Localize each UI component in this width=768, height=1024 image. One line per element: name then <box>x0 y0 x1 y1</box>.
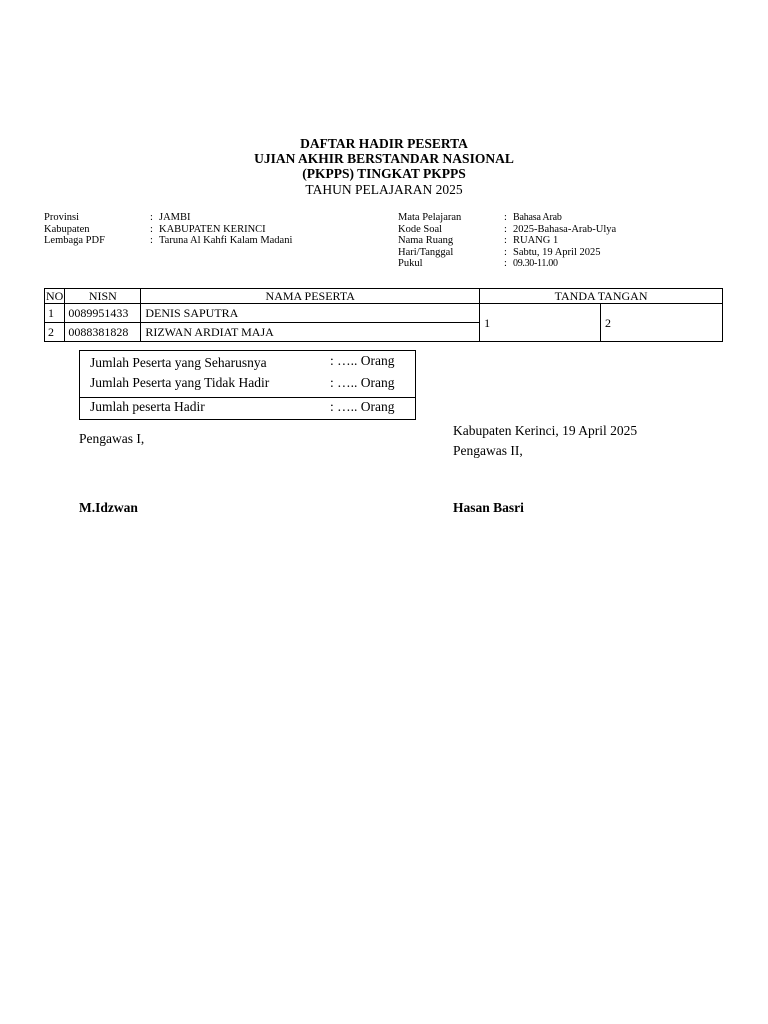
info-separator: : <box>150 223 153 235</box>
info-row-kode-soal <box>398 224 616 236</box>
summary-present <box>90 399 395 415</box>
signature-cell-1: 1 <box>480 304 601 342</box>
attendance-summary-box <box>79 350 416 420</box>
pengawas-1-name: M.Idzwan <box>79 500 138 515</box>
info-row-pukul <box>398 258 616 270</box>
info-value: RUANG 1 <box>513 235 559 246</box>
cell-nisn: 0088381828 <box>65 323 141 342</box>
info-row-lembaga <box>44 235 292 247</box>
header-nisn: NISN <box>65 289 141 304</box>
cell-nama: RIZWAN ARDIAT MAJA <box>141 323 480 342</box>
cell-no: 1 <box>45 304 65 323</box>
summary-label: Jumlah peserta Hadir <box>90 399 205 414</box>
cell-no: 2 <box>45 323 65 342</box>
summary-label: Jumlah Peserta yang Seharusnya <box>90 355 267 370</box>
info-label: Provinsi <box>44 212 80 223</box>
info-left-block <box>44 212 292 247</box>
cell-nama: DENIS SAPUTRA <box>141 304 480 323</box>
header-nama-peserta: NAMA PESERTA <box>141 289 480 304</box>
title-line-3: (PKPPS) TINGKAT PKPPS <box>302 166 466 181</box>
cell-nisn: 0089951433 <box>65 304 141 323</box>
info-label: Kode Soal <box>398 223 443 235</box>
pengawas-1-title: Pengawas I, <box>79 431 145 446</box>
pengawas-2-title: Pengawas II, <box>453 443 523 458</box>
info-row-kabupaten <box>44 224 292 236</box>
header-tanda-tangan: TANDA TANGAN <box>480 289 723 304</box>
summary-label: Jumlah Peserta yang Tidak Hadir <box>90 375 270 390</box>
table-header-row <box>45 289 723 304</box>
info-row-nama-ruang <box>398 235 616 247</box>
info-row-provinsi <box>44 212 292 224</box>
info-value: Sabtu, 19 April 2025 <box>513 246 601 258</box>
header-no: NO <box>46 289 64 303</box>
summary-divider <box>80 397 415 398</box>
info-value: 2025-Bahasa-Arab-Ulya <box>513 223 617 235</box>
summary-absent <box>90 375 395 391</box>
summary-value: : ….. Orang <box>330 375 395 390</box>
place-date: Kabupaten Kerinci, 19 April 2025 <box>453 423 638 438</box>
info-separator: : <box>504 258 507 269</box>
title-line-2: UJIAN AKHIR BERSTANDAR NASIONAL <box>254 151 514 166</box>
title-line-1: DAFTAR HADIR PESERTA <box>300 136 468 151</box>
info-separator: : <box>504 246 507 258</box>
info-separator: : <box>504 235 507 246</box>
info-value: JAMBI <box>159 212 191 223</box>
info-label: Nama Ruang <box>398 235 454 246</box>
info-label: Mata Pelajaran <box>398 212 462 223</box>
info-separator: : <box>150 235 153 246</box>
info-label: Lembaga PDF <box>44 235 105 246</box>
info-row-mata-pelajaran <box>398 212 616 224</box>
info-right-block <box>398 212 616 270</box>
pengawas-2-name: Hasan Basri <box>453 500 524 515</box>
info-value: Bahasa Arab <box>513 212 562 223</box>
info-row-hari-tanggal <box>398 247 616 259</box>
info-value: 09.30-11.00 <box>513 258 558 269</box>
info-label: Kabupaten <box>44 223 90 235</box>
signature-cell-2: 2 <box>601 304 723 342</box>
title-line-4: TAHUN PELAJARAN 2025 <box>305 182 463 197</box>
table-row <box>45 304 723 323</box>
info-value: KABUPATEN KERINCI <box>159 223 266 235</box>
info-value: Taruna Al Kahfi Kalam Madani <box>159 235 293 246</box>
summary-expected <box>90 355 395 371</box>
info-label: Pukul <box>398 258 423 269</box>
attendance-table <box>44 288 723 342</box>
info-separator: : <box>150 212 153 223</box>
summary-value: : ….. Orang <box>330 399 395 414</box>
summary-value: : ….. Orang <box>330 353 395 368</box>
info-separator: : <box>504 223 507 235</box>
info-label: Hari/Tanggal <box>398 246 454 258</box>
info-separator: : <box>504 212 507 223</box>
